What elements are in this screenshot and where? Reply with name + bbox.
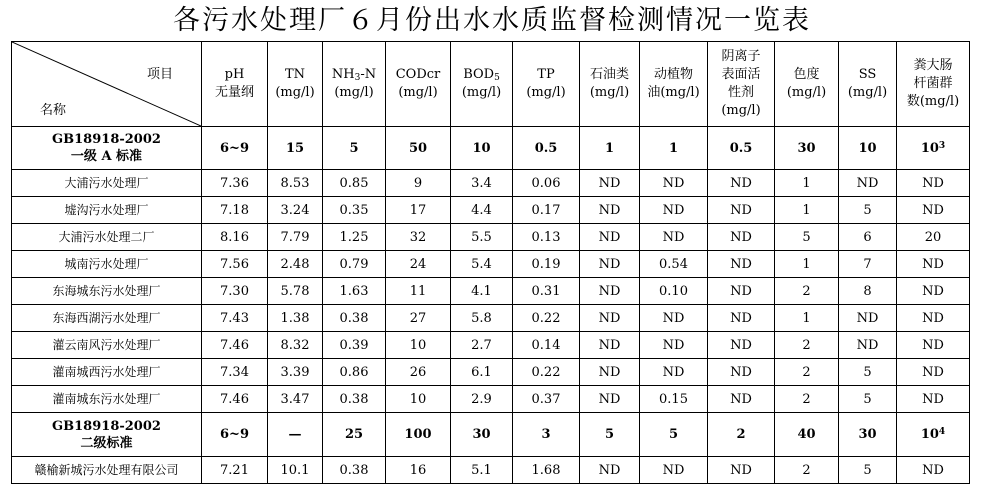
measurement-cell: ND: [897, 197, 970, 224]
measurement-cell: 10: [386, 386, 451, 413]
table-row: [12, 251, 970, 278]
measurement-cell: 32: [386, 224, 451, 251]
standard-code: GB18918-2002: [52, 132, 161, 147]
standard-coliform-cell: $10^3$: [897, 127, 970, 170]
corner-name-label: 名称: [40, 103, 67, 118]
measurement-cell: 2: [775, 359, 839, 386]
table-row: [12, 457, 970, 484]
measurement-cell: ND: [708, 359, 775, 386]
measurement-cell: 7.36: [202, 170, 268, 197]
measurement-cell: 0.10: [640, 278, 708, 305]
standard-limit-cell: 100: [386, 413, 451, 457]
measurement-cell: ND: [640, 305, 708, 332]
plant-name-cell: 东海城东污水处理厂: [12, 278, 202, 305]
measurement-cell: 6: [839, 224, 897, 251]
measurement-cell: 9: [386, 170, 451, 197]
standard-limit-cell: —: [268, 413, 323, 457]
measurement-cell: 5: [775, 224, 839, 251]
measurement-cell: 1: [775, 197, 839, 224]
standard-limit-cell: 15: [268, 127, 323, 170]
col-header-chroma: 色度 (mg/l): [775, 42, 839, 127]
table-row: [12, 305, 970, 332]
standard-limit-cell: 5: [640, 413, 708, 457]
measurement-cell: 3.4: [451, 170, 513, 197]
measurement-cell: 27: [386, 305, 451, 332]
measurement-cell: ND: [708, 251, 775, 278]
col-header-bod5: $BOD_5$ (mg/l): [451, 42, 513, 127]
standard-limit-cell: 5: [580, 413, 640, 457]
col-header-tn: TN (mg/l): [268, 42, 323, 127]
standard-row: [12, 127, 970, 170]
measurement-cell: ND: [897, 251, 970, 278]
measurement-cell: ND: [839, 170, 897, 197]
col-header-ss: SS (mg/l): [839, 42, 897, 127]
standard-coliform-cell: $10^4$: [897, 413, 970, 457]
measurement-cell: 2.7: [451, 332, 513, 359]
measurement-cell: ND: [580, 332, 640, 359]
plant-name-cell: 大浦污水处理厂: [12, 170, 202, 197]
standard-limit-cell: 0.5: [708, 127, 775, 170]
measurement-cell: 8.53: [268, 170, 323, 197]
measurement-cell: ND: [580, 305, 640, 332]
measurement-cell: ND: [897, 359, 970, 386]
measurement-cell: 3.47: [268, 386, 323, 413]
measurement-cell: 0.19: [513, 251, 580, 278]
measurement-cell: ND: [640, 224, 708, 251]
measurement-cell: ND: [839, 332, 897, 359]
standard-limit-cell: 10: [839, 127, 897, 170]
measurement-cell: 0.15: [640, 386, 708, 413]
measurement-cell: 8.32: [268, 332, 323, 359]
measurement-cell: 0.79: [323, 251, 386, 278]
measurement-cell: 0.38: [323, 305, 386, 332]
measurement-cell: ND: [897, 332, 970, 359]
measurement-cell: 0.39: [323, 332, 386, 359]
standard-limit-cell: 30: [451, 413, 513, 457]
measurement-cell: ND: [897, 278, 970, 305]
measurement-cell: 0.35: [323, 197, 386, 224]
measurement-cell: 16: [386, 457, 451, 484]
col-header-animal-veg-oil: 动植物 油(mg/l): [640, 42, 708, 127]
measurement-cell: 1.38: [268, 305, 323, 332]
measurement-cell: 3.39: [268, 359, 323, 386]
measurement-cell: 7.56: [202, 251, 268, 278]
measurement-cell: ND: [708, 305, 775, 332]
plant-name-cell: 灌南城西污水处理厂: [12, 359, 202, 386]
measurement-cell: 24: [386, 251, 451, 278]
col-header-codcr: CODcr (mg/l): [386, 42, 451, 127]
standard-limit-cell: 50: [386, 127, 451, 170]
measurement-cell: 0.38: [323, 386, 386, 413]
water-quality-table: [11, 41, 970, 484]
measurement-cell: ND: [640, 197, 708, 224]
measurement-cell: ND: [640, 170, 708, 197]
measurement-cell: 7.79: [268, 224, 323, 251]
measurement-cell: 5: [839, 359, 897, 386]
standard-limit-cell: 2: [708, 413, 775, 457]
standard-code: GB18918-2002: [52, 418, 161, 434]
measurement-cell: ND: [580, 197, 640, 224]
corner-item-label: 项目: [146, 67, 173, 82]
measurement-cell: ND: [580, 278, 640, 305]
measurement-cell: 5.1: [451, 457, 513, 484]
measurement-cell: ND: [580, 251, 640, 278]
standard-limit-cell: 0.5: [513, 127, 580, 170]
measurement-cell: 1: [775, 170, 839, 197]
plant-name-cell: 大浦污水处理二厂: [12, 224, 202, 251]
table-row: [12, 332, 970, 359]
measurement-cell: 5.8: [451, 305, 513, 332]
measurement-cell: 4.4: [451, 197, 513, 224]
measurement-cell: 0.06: [513, 170, 580, 197]
table-row: [12, 386, 970, 413]
measurement-cell: 5.4: [451, 251, 513, 278]
standard-limit-cell: 1: [640, 127, 708, 170]
measurement-cell: ND: [640, 457, 708, 484]
measurement-cell: 7.46: [202, 332, 268, 359]
measurement-cell: 26: [386, 359, 451, 386]
col-header-fecal-coliform: 粪大肠 杆菌群 数(mg/l): [897, 42, 970, 127]
measurement-cell: 5: [839, 457, 897, 484]
standard-grade: 一级 A 标准: [70, 149, 143, 164]
measurement-cell: 0.54: [640, 251, 708, 278]
plant-name-cell: 灌云南风污水处理厂: [12, 332, 202, 359]
header-corner-cell: [12, 42, 202, 127]
measurement-cell: ND: [580, 170, 640, 197]
measurement-cell: ND: [897, 457, 970, 484]
measurement-cell: 8.16: [202, 224, 268, 251]
measurement-cell: 0.22: [513, 359, 580, 386]
standard-limit-cell: 30: [775, 127, 839, 170]
measurement-cell: 20: [897, 224, 970, 251]
plant-name-cell: 赣榆新城污水处理有限公司: [12, 457, 202, 484]
measurement-cell: ND: [897, 386, 970, 413]
measurement-cell: 2: [775, 386, 839, 413]
measurement-cell: 7.46: [202, 386, 268, 413]
measurement-cell: 7.30: [202, 278, 268, 305]
measurement-cell: ND: [640, 332, 708, 359]
standard-limit-cell: 25: [323, 413, 386, 457]
measurement-cell: 1: [775, 251, 839, 278]
measurement-cell: 5: [839, 386, 897, 413]
measurement-cell: 0.17: [513, 197, 580, 224]
measurement-cell: 0.14: [513, 332, 580, 359]
measurement-cell: 1: [775, 305, 839, 332]
measurement-cell: 0.13: [513, 224, 580, 251]
standard-limit-cell: 5: [323, 127, 386, 170]
measurement-cell: 5: [839, 197, 897, 224]
measurement-cell: ND: [580, 359, 640, 386]
measurement-cell: ND: [897, 170, 970, 197]
measurement-cell: ND: [640, 359, 708, 386]
measurement-cell: 2: [775, 278, 839, 305]
table-row: [12, 359, 970, 386]
standard-limit-cell: 30: [839, 413, 897, 457]
measurement-cell: ND: [708, 170, 775, 197]
table-row: [12, 197, 970, 224]
standard-name-cell: [12, 127, 202, 170]
measurement-cell: 1.68: [513, 457, 580, 484]
measurement-cell: 1.25: [323, 224, 386, 251]
plant-name-cell: 东海西湖污水处理厂: [12, 305, 202, 332]
measurement-cell: 2.9: [451, 386, 513, 413]
measurement-cell: ND: [897, 305, 970, 332]
measurement-cell: ND: [708, 457, 775, 484]
col-header-nh3n: $NH_3-N$ (mg/l): [323, 42, 386, 127]
header-row: [12, 42, 970, 127]
measurement-cell: 8: [839, 278, 897, 305]
measurement-cell: 0.31: [513, 278, 580, 305]
standard-limit-cell: 10: [451, 127, 513, 170]
measurement-cell: 7.21: [202, 457, 268, 484]
plant-name-cell: 城南污水处理厂: [12, 251, 202, 278]
measurement-cell: ND: [708, 278, 775, 305]
measurement-cell: ND: [708, 197, 775, 224]
measurement-cell: 5.78: [268, 278, 323, 305]
measurement-cell: 3.24: [268, 197, 323, 224]
col-header-anionic-surfactant: 阴离子 表面活 性剂 (mg/l): [708, 42, 775, 127]
measurement-cell: 7.43: [202, 305, 268, 332]
col-header-ph: pH 无量纲: [202, 42, 268, 127]
measurement-cell: 7.34: [202, 359, 268, 386]
standard-limit-cell: 1: [580, 127, 640, 170]
measurement-cell: 11: [386, 278, 451, 305]
standard-row: [12, 413, 970, 457]
table-row: [12, 224, 970, 251]
measurement-cell: 7.18: [202, 197, 268, 224]
measurement-cell: ND: [580, 224, 640, 251]
standard-limit-cell: 3: [513, 413, 580, 457]
measurement-cell: 4.1: [451, 278, 513, 305]
measurement-cell: 10.1: [268, 457, 323, 484]
measurement-cell: 2: [775, 332, 839, 359]
col-header-tp: TP (mg/l): [513, 42, 580, 127]
measurement-cell: 0.38: [323, 457, 386, 484]
measurement-cell: 0.22: [513, 305, 580, 332]
plant-name-cell: 灌南城东污水处理厂: [12, 386, 202, 413]
measurement-cell: 17: [386, 197, 451, 224]
measurement-cell: ND: [580, 457, 640, 484]
measurement-cell: 0.85: [323, 170, 386, 197]
measurement-cell: 5.5: [451, 224, 513, 251]
standard-limit-cell: 6~9: [202, 127, 268, 170]
table-row: [12, 278, 970, 305]
plant-name-cell: 墟沟污水处理厂: [12, 197, 202, 224]
measurement-cell: 7: [839, 251, 897, 278]
measurement-cell: ND: [708, 224, 775, 251]
measurement-cell: ND: [708, 332, 775, 359]
measurement-cell: 10: [386, 332, 451, 359]
standard-grade: 二级标准: [80, 435, 133, 451]
standard-name-cell: [12, 413, 202, 457]
measurement-cell: ND: [708, 386, 775, 413]
measurement-cell: 0.37: [513, 386, 580, 413]
measurement-cell: 2.48: [268, 251, 323, 278]
measurement-cell: 1.63: [323, 278, 386, 305]
col-header-petroleum: 石油类 (mg/l): [580, 42, 640, 127]
standard-limit-cell: 40: [775, 413, 839, 457]
standard-limit-cell: 6~9: [202, 413, 268, 457]
measurement-cell: 0.86: [323, 359, 386, 386]
table-row: [12, 170, 970, 197]
measurement-cell: ND: [580, 386, 640, 413]
measurement-cell: ND: [839, 305, 897, 332]
page-title: 各污水处理厂６月份出水水质监督检测情况一览表: [173, 5, 811, 36]
measurement-cell: 2: [775, 457, 839, 484]
measurement-cell: 6.1: [451, 359, 513, 386]
